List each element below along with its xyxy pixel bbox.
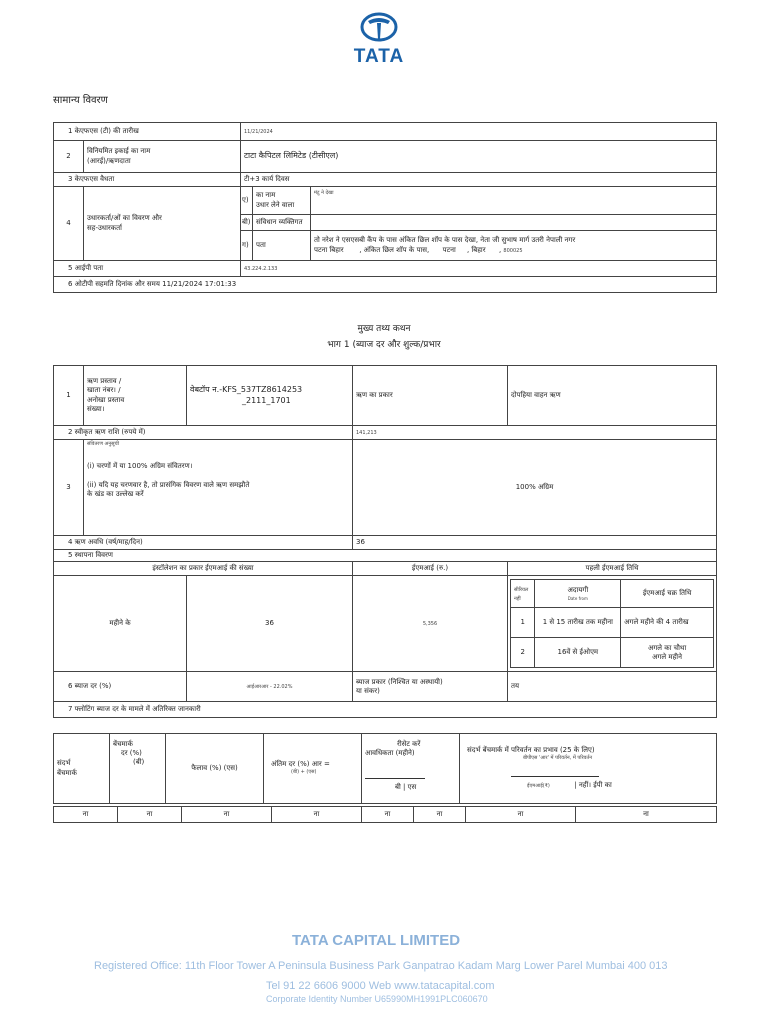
constitution-label: संविधान व्यक्तिगत — [253, 215, 311, 231]
disbursement-schedule-label: संवितरण अनुसूची (i) चरणों में या 100% अग्रिम संवितरण। (ii) यदि यह चरणवार है, तो प्रासंगिक विवरण वाले ऋण समझौते के खंड का उल्लेख करें — [84, 440, 353, 536]
footer-registered-office: Registered Office: 11th Floor Tower A Peninsula Business Park Ganpatrao Kadam Marg Lower Parel Mumbai 400 013 — [94, 960, 668, 972]
interest-rate-label: 6 ब्याज दर (%) — [54, 672, 187, 702]
row-number: 3 — [54, 440, 84, 536]
otp-consent: 6 ओटीपी सहमति दिनांक और समय 11/21/2024 17:01:33 — [54, 277, 717, 293]
floating-rate-label: 7 फ्लोटिंग ब्याज दर के मामले में अतिरिक्त जानकारी — [54, 702, 717, 718]
floating-rate-table — [53, 733, 717, 804]
emi-cycle-1: अगले महीने की 4 तारीख — [621, 608, 714, 638]
na-cell: ना — [182, 807, 272, 823]
tata-wordmark: TATA — [353, 46, 405, 67]
general-details-title: सामान्य विवरण — [53, 95, 108, 106]
serial-1: 1 — [511, 608, 535, 638]
tata-emblem-icon — [359, 12, 399, 42]
row-number: 4 — [54, 187, 84, 261]
constitution-value — [311, 215, 717, 231]
emi-cycle-table — [510, 579, 714, 668]
kfs-part-heading: भाग 1 (ब्याज दर और शुल्क/प्रभार — [327, 340, 441, 350]
borrower-name-key: ए) — [241, 187, 253, 215]
lender-label: विनियमित इकाई का नाम (आरई)/ऋणदाता — [84, 141, 241, 173]
payment-2: 16वें से ईओएम — [535, 638, 621, 668]
disbursement-value: 100% अग्रिम — [353, 440, 717, 536]
benchmark-rate-header: बेंचमार्क दर (%) (बी) — [110, 734, 166, 804]
address-label: पता — [253, 231, 311, 261]
na-cell: ना — [414, 807, 466, 823]
tata-logo — [348, 12, 410, 68]
borrower-name-label: का नाम उधार लेने वाला — [253, 187, 311, 215]
loan-type-value: दोपहिया वाहन ऋण — [508, 366, 717, 426]
interest-type-value: तय — [508, 672, 717, 702]
interest-type-label: ब्याज प्रकार (निश्चित या अस्थायी) या संकर) — [353, 672, 508, 702]
footer-contact: Tel 91 22 6606 9000 Web www.tatacapital.com — [266, 980, 495, 992]
kfs-part1-table — [53, 365, 717, 718]
reset-periodicity-header: रीसेट करें आवधिकता (महीने) बी | एस — [362, 734, 460, 804]
kfs-validity-label: 3 केएफएस वैधता — [54, 173, 241, 187]
address-value: तो नरेश ने एसएसबी कैंप के पास अंकित छिल शॉप के पास देखा, नेता जी सुभाष मार्ग उतरी नेपाली नगर पटना बिहार , अंकित छिल शॉप के पास, पटना , बिहार , 800025 — [311, 231, 717, 261]
sanctioned-amount-label: 2 स्वीकृत ऋण राशि (रुपये में) — [54, 426, 353, 440]
installment-details-label: 5 स्थापना विवरण — [54, 550, 717, 562]
installment-type-value: महीने के — [54, 576, 187, 672]
first-emi-date-header: पहली ईएमआई तिथि — [508, 562, 717, 576]
emi-cycle-cell — [508, 576, 717, 672]
loan-proposal-value: वेबटॉप न.-KFS_537TZ8614253 _2111_1701 — [187, 366, 353, 426]
footer-brand: TATA CAPITAL LIMITED — [292, 932, 461, 949]
floating-rate-values-table — [53, 806, 717, 823]
kfs-date-label: 1 केएफएस (टी) की तारीख — [54, 123, 241, 141]
installment-count-value: 36 — [187, 576, 353, 672]
sanctioned-amount-value: 141,213 — [353, 426, 717, 440]
serial-header: सीरियल नहीं — [511, 580, 535, 608]
address-key: ग) — [241, 231, 253, 261]
loan-term-value: 36 — [353, 536, 717, 550]
kfs-date-value: 11/21/2024 — [241, 123, 717, 141]
na-cell: ना — [466, 807, 576, 823]
ip-address-value: 43.224.2.133 — [241, 261, 717, 277]
na-cell: ना — [272, 807, 362, 823]
serial-2: 2 — [511, 638, 535, 668]
benchmark-impact-header: संदर्भ बेंचमार्क में परिवर्तन का प्रभाव (25 के लिए) बीपीएस 'आर' में परिवर्तन, में परिवर्तन ईएमआई(₹) | नहीं। ईपी का — [460, 734, 717, 804]
emi-cycle-header: ईएमआई चक्र तिथि — [621, 580, 714, 608]
na-cell: ना — [54, 807, 118, 823]
row-number: 1 — [54, 366, 84, 426]
reference-benchmark-header: संदर्भ बेंचमार्क — [54, 734, 110, 804]
emi-header: ईएमआई (रु.) — [353, 562, 508, 576]
emi-value: 5,356 — [353, 576, 508, 672]
loan-term-label: 4 ऋण अवधि (वर्ष/माह/दिन) — [54, 536, 353, 550]
borrower-details-label: उधारकर्ता/ओं का विवरण और सह-उधारकर्ता — [84, 187, 241, 261]
installment-type-header: इंस्टॉलेशन का प्रकार ईएमआई की संख्या — [54, 562, 353, 576]
general-details-table — [53, 122, 717, 293]
row-number: 2 — [54, 141, 84, 173]
na-cell: ना — [576, 807, 717, 823]
constitution-key: बी) — [241, 215, 253, 231]
payment-1: 1 से 15 तारीख तक महीना — [535, 608, 621, 638]
ip-address-label: 5 आईपी पता — [54, 261, 241, 277]
na-cell: ना — [118, 807, 182, 823]
kfs-heading: मुख्य तथ्य कथन — [357, 324, 411, 334]
final-rate-header: अंतिम दर (%) आर = (बी) + (एस) — [264, 734, 362, 804]
emi-cycle-2: अगले का चौथा अगले महीने — [621, 638, 714, 668]
interest-rate-value: आईआरआर - 22.02% — [187, 672, 353, 702]
kfs-validity-value: टी+3 कार्य दिवस — [241, 173, 717, 187]
footer-cin: Corporate Identity Number U65990MH1991PLC060670 — [266, 994, 488, 1004]
loan-type-label: ऋण का प्रकार — [353, 366, 508, 426]
borrower-name-value: मंटू ने देखा — [311, 187, 717, 215]
loan-proposal-label: ऋण प्रस्ताव / खाता नंबर। / अनोखा प्रस्ताव संख्या। — [84, 366, 187, 426]
spread-header: फैलाव (%) (एस) — [166, 734, 264, 804]
na-cell: ना — [362, 807, 414, 823]
payment-header: अदायगी Date from — [535, 580, 621, 608]
lender-value: टाटा कैपिटल लिमिटेड (टीसीएल) — [241, 141, 717, 173]
